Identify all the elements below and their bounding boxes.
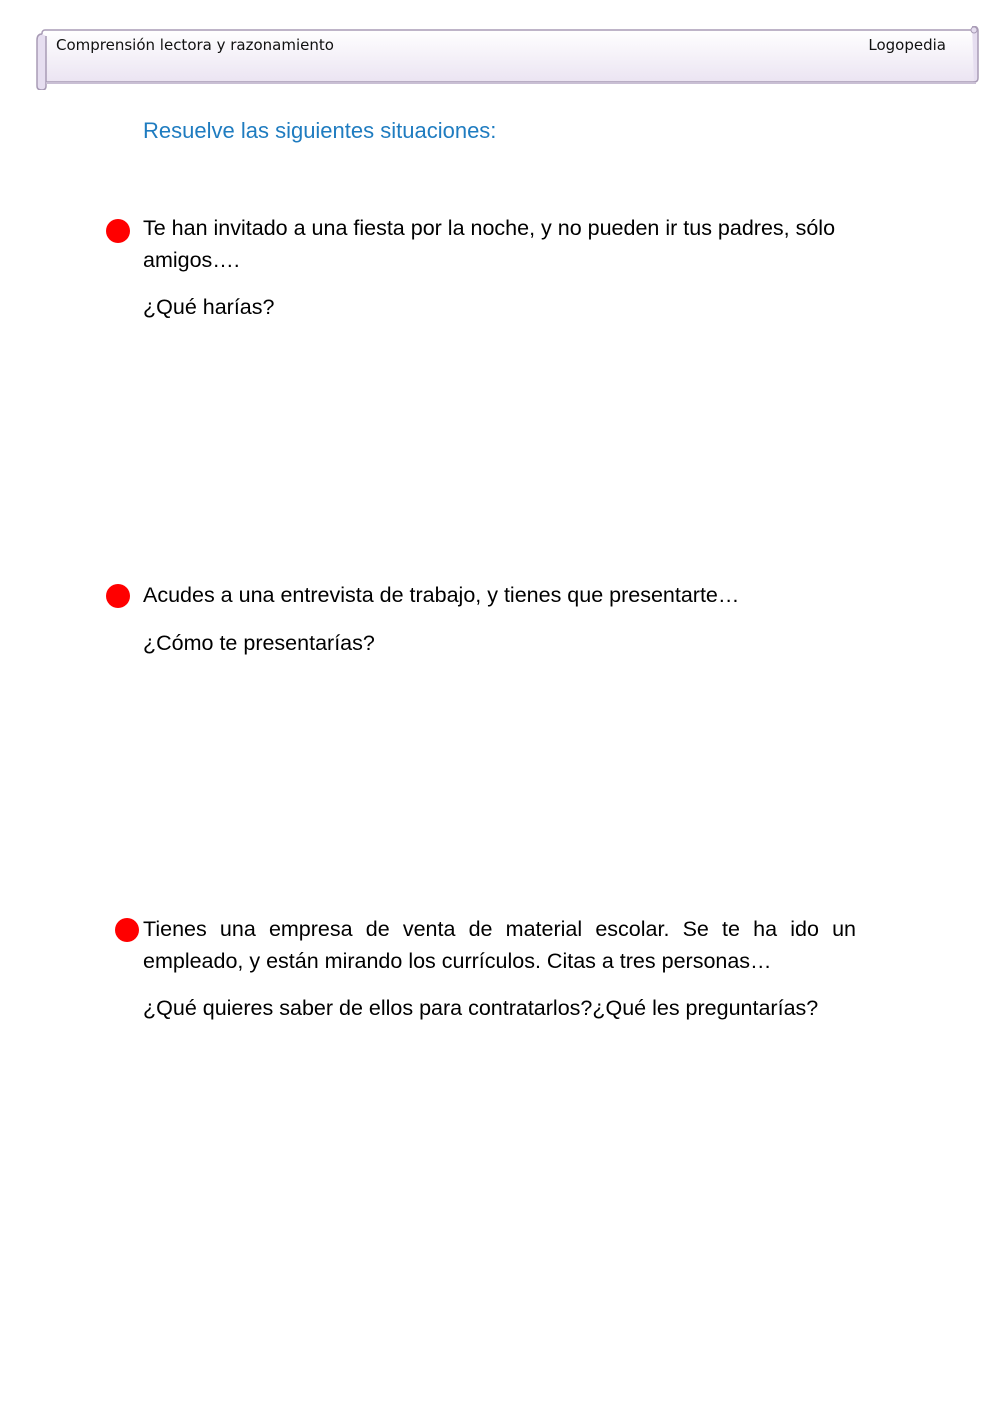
situation-1-question: ¿Qué harías? bbox=[143, 295, 275, 319]
bullet-1-icon bbox=[106, 219, 130, 243]
situation-2-question: ¿Cómo te presentarías? bbox=[143, 631, 375, 655]
instruction-heading: Resuelve las siguientes situaciones: bbox=[143, 118, 497, 143]
bullet-3-icon bbox=[115, 918, 139, 942]
situation-2-statement: Acudes a una entrevista de trabajo, y tienes que presentarte… bbox=[143, 583, 740, 607]
situation-3-question: ¿Qué quieres saber de ellos para contratarlos?¿Qué les preguntarías? bbox=[143, 996, 819, 1020]
header-left-title: Comprensión lectora y razonamiento bbox=[56, 36, 334, 54]
bullet-2-icon bbox=[106, 584, 130, 608]
situation-3-statement: Tienes una empresa de venta de material escolar. Se te ha ido un empleado, y están mirando los currículos. Citas a tres personas… bbox=[143, 917, 856, 973]
situation-1-statement: Te han invitado a una fiesta por la noche, y no pueden ir tus padres, sólo amigos…. bbox=[143, 216, 836, 272]
header-right-title: Logopedia bbox=[868, 36, 946, 54]
